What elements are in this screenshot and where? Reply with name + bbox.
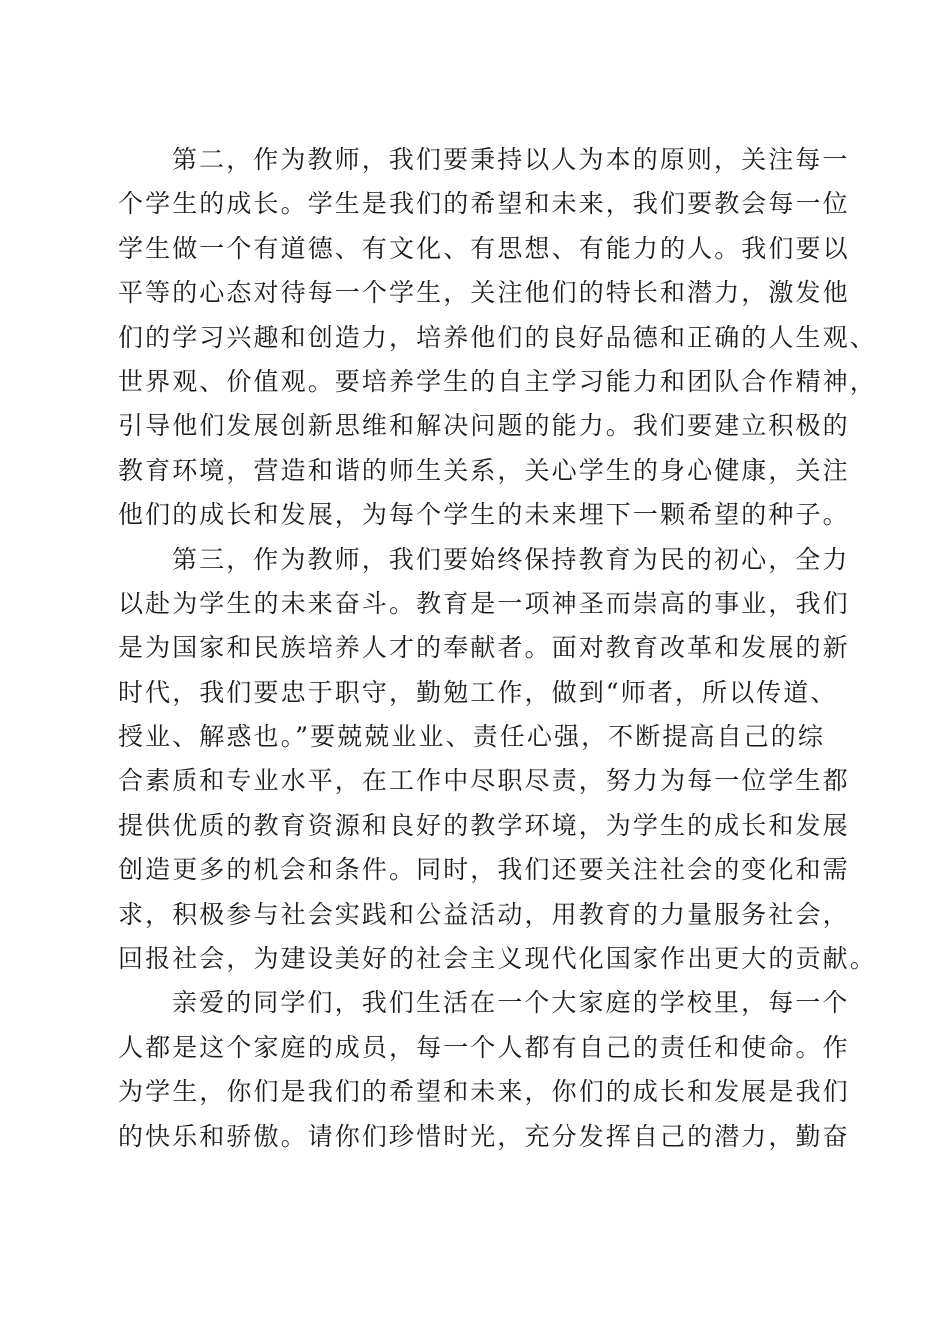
text-line: 们的学习兴趣和创造力，培养他们的良好品德和正确的人生观、 (118, 322, 877, 352)
text-line: 引导他们发展创新思维和解决问题的能力。我们要建立积极的 (118, 411, 850, 441)
text-line: 第三，作为教师，我们要始终保持教育为民的初心，全力 (172, 544, 850, 574)
text-line: 合素质和专业水平，在工作中尽职尽责，努力为每一位学生都 (118, 766, 850, 796)
text-line: 他们的成长和发展，为每个学生的未来埋下一颗希望的种子。 (118, 500, 850, 530)
text-line: 创造更多的机会和条件。同时，我们还要关注社会的变化和需 (118, 855, 850, 885)
text-line: 第二，作为教师，我们要秉持以人为本的原则，关注每一 (172, 145, 850, 174)
text-line: 时代，我们要忠于职守，勤勉工作，做到“师者，所以传道、 (118, 677, 838, 707)
text-line: 的快乐和骄傲。请你们珍惜时光，充分发挥自己的潜力，勤奋 (118, 1121, 850, 1151)
text-line: 为学生，你们是我们的希望和未来，你们的成长和发展是我们 (118, 1077, 850, 1107)
paragraph-second (118, 138, 877, 538)
paragraph-students (118, 981, 848, 1159)
text-line: 提供优质的教育资源和良好的教学环境，为学生的成长和发展 (118, 810, 850, 840)
text-line: 学生做一个有道德、有文化、有思想、有能力的人。我们要以 (118, 233, 850, 263)
text-line: 平等的心态对待每一个学生，关注他们的特长和潜力，激发他 (118, 278, 850, 308)
text-line: 以赴为学生的未来奋斗。教育是一项神圣而崇高的事业，我们 (118, 588, 850, 618)
document-body (118, 138, 877, 1159)
text-line: 亲爱的同学们，我们生活在一个大家庭的学校里，每一个 (172, 988, 850, 1018)
text-line: 个学生的成长。学生是我们的希望和未来，我们要教会每一位 (118, 189, 850, 219)
text-line: 回报社会，为建设美好的社会主义现代化国家作出更大的贡献。 (118, 944, 877, 974)
text-line: 是为国家和民族培养人才的奉献者。面对教育改革和发展的新 (118, 633, 850, 663)
text-line: 世界观、价值观。要培养学生的自主学习能力和团队合作精神， (118, 366, 877, 396)
paragraph-third (118, 538, 877, 982)
text-line: 授业、解惑也。”要兢兢业业、责任心强，不断提高自己的综 (118, 722, 825, 752)
text-line: 教育环境，营造和谐的师生关系，关心学生的身心健康，关注 (118, 455, 850, 485)
text-line: 人都是这个家庭的成员，每一个人都有自己的责任和使命。作 (118, 1032, 850, 1062)
text-line: 求，积极参与社会实践和公益活动，用教育的力量服务社会， (118, 899, 850, 929)
